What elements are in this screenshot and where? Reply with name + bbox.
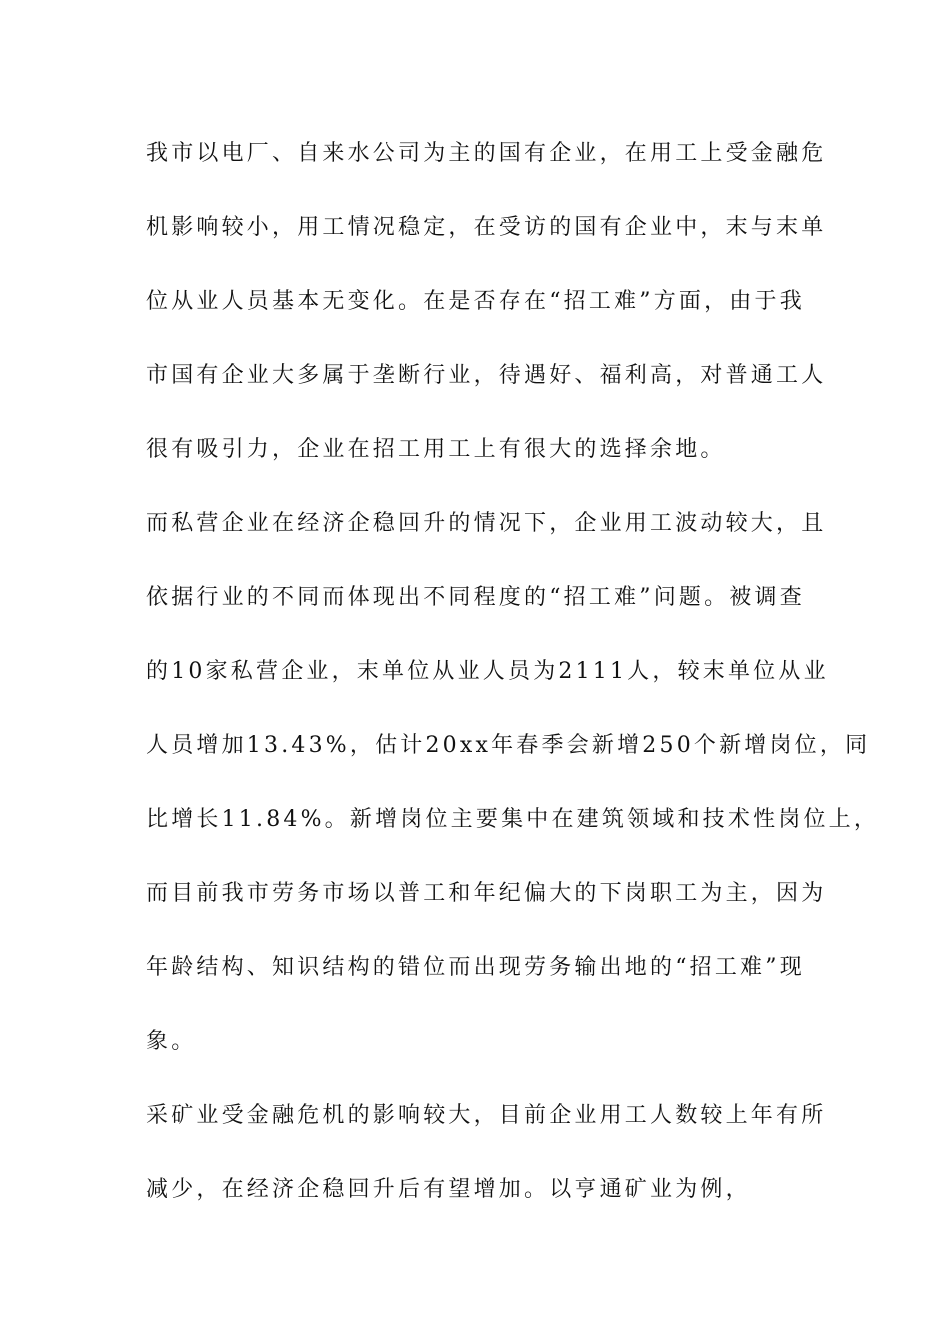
- text-line: 人员增加13.43%，估计20xx年春季会新增250个新增岗位，同: [146, 733, 871, 758]
- text-line: 我市以电厂、自来水公司为主的国有企业，在用工上受金融危: [146, 141, 827, 166]
- text-line: 象。: [146, 1029, 197, 1054]
- text-line: 机影响较小，用工情况稳定，在受访的国有企业中，末与末单: [146, 215, 827, 240]
- text-line: 的10家私营企业，末单位从业人员为2111人，较末单位从业: [146, 659, 829, 684]
- text-line: 依据行业的不同而体现出不同程度的“招工难”问题。被调查: [146, 585, 805, 610]
- text-line: 而私营企业在经济企稳回升的情况下，企业用工波动较大，且: [146, 511, 827, 536]
- text-line: 减少，在经济企稳回升后有望增加。以亨通矿业为例，: [146, 1177, 751, 1202]
- text-line: 很有吸引力，企业在招工用工上有很大的选择余地。: [146, 437, 726, 462]
- text-line: 采矿业受金融危机的影响较大，目前企业用工人数较上年有所: [146, 1103, 827, 1128]
- text-line: 位从业人员基本无变化。在是否存在“招工难”方面，由于我: [146, 289, 805, 314]
- text-line: 市国有企业大多属于垄断行业，待遇好、福利高，对普通工人: [146, 363, 827, 388]
- text-line: 而目前我市劳务市场以普工和年纪偏大的下岗职工为主，因为: [146, 881, 827, 906]
- text-line: 年龄结构、知识结构的错位而出现劳务输出地的“招工难”现: [146, 955, 805, 980]
- text-line: 比增长11.84%。新增岗位主要集中在建筑领域和技术性岗位上，: [146, 807, 880, 832]
